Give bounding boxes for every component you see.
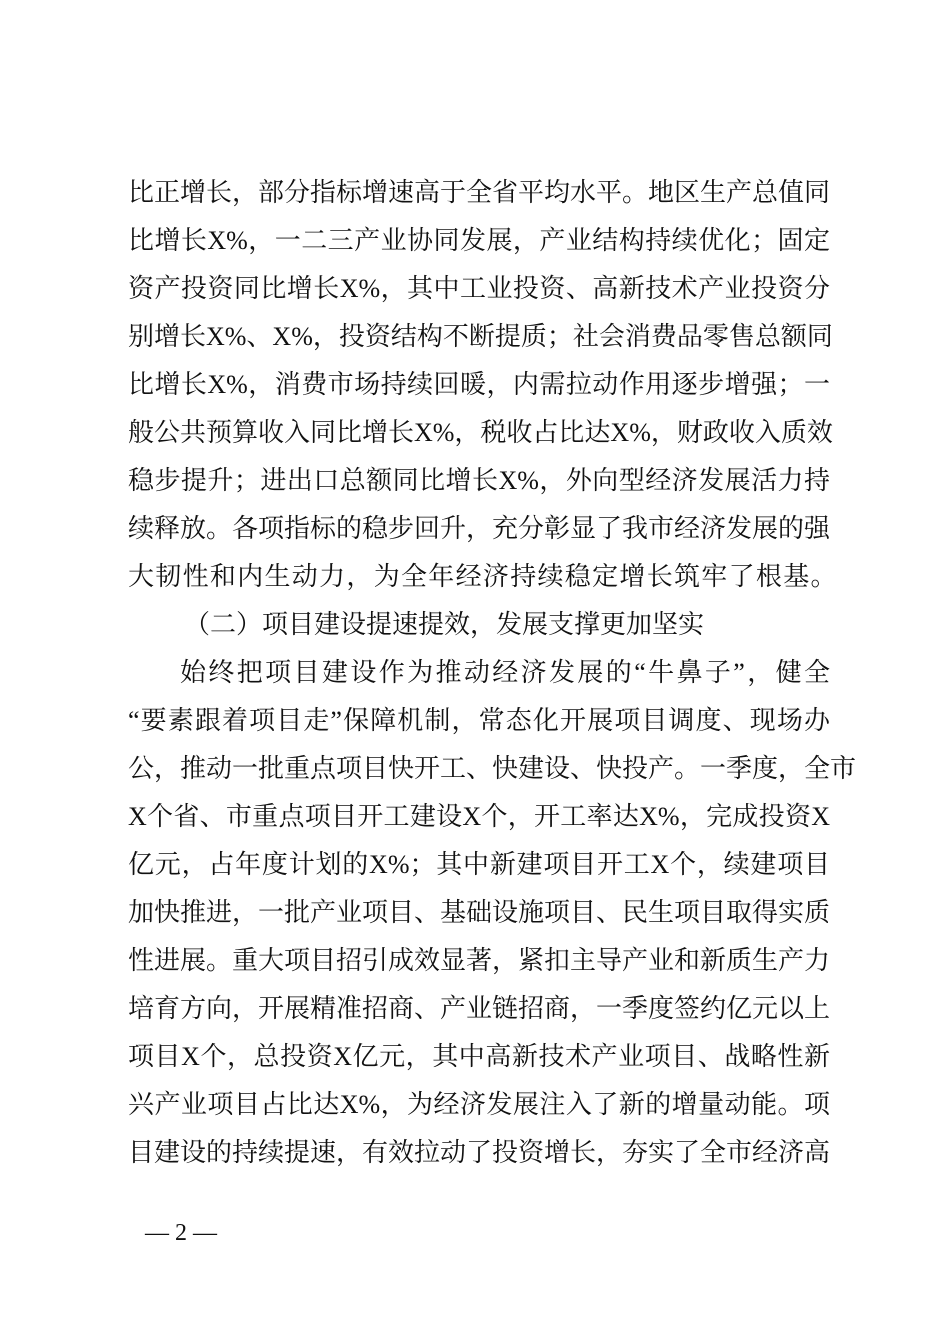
text-line: 亿元，占年度计划的X%；其中新建项目开工X个，续建项目 — [128, 850, 830, 879]
text-line: X个省、市重点项目开工建设X个，开工率达X%，完成投资X — [128, 802, 830, 831]
text-line: 续释放。各项指标的稳步回升，充分彰显了我市经济发展的强 — [128, 514, 831, 543]
text-line: 比增长X%，一二三产业协同发展，产业结构持续优化；固定 — [128, 226, 830, 255]
text-line: 别增长X%、X%，投资结构不断提质；社会消费品零售总额同 — [128, 322, 833, 351]
section-heading: （二）项目建设提速提效，发展支撑更加坚实 — [184, 610, 705, 639]
text-line: 项目X个，总投资X亿元，其中高新技术产业项目、战略性新 — [128, 1042, 830, 1071]
text-line: 培育方向，开展精准招商、产业链招商，一季度签约亿元以上 — [128, 994, 831, 1023]
text-line: “要素跟着项目走”保障机制，常态化开展项目调度、现场办 — [128, 706, 830, 735]
text-line: 性进展。重大项目招引成效显著，紧扣主导产业和新质生产力 — [128, 946, 831, 975]
text-line: 比正增长，部分指标增速高于全省平均水平。地区生产总值同 — [128, 178, 831, 207]
text-line: 目建设的持续提速，有效拉动了投资增长，夯实了全市经济高 — [128, 1138, 831, 1167]
text-line: 公，推动一批重点项目快开工、快建设、快投产。一季度，全市 — [128, 754, 857, 783]
text-line: 资产投资同比增长X%，其中工业投资、高新技术产业投资分 — [128, 274, 830, 303]
text-line: 兴产业项目占比达X%，为经济发展注入了新的增量动能。项 — [128, 1090, 830, 1119]
text-line: 般公共预算收入同比增长X%，税收占比达X%，财政收入质效 — [128, 418, 833, 447]
text-line: 大韧性和内生动力，为全年经济持续稳定增长筑牢了根基。 — [128, 562, 838, 591]
page-number: — 2 — — [145, 1220, 217, 1246]
text-line: 加快推进，一批产业项目、基础设施项目、民生项目取得实质 — [128, 898, 831, 927]
text-line: 比增长X%，消费市场持续回暖，内需拉动作用逐步增强；一 — [128, 370, 830, 399]
text-line: 稳步提升；进出口总额同比增长X%，外向型经济发展活力持 — [128, 466, 830, 495]
text-line: 始终把项目建设作为推动经济发展的“牛鼻子”，健全 — [180, 658, 830, 687]
